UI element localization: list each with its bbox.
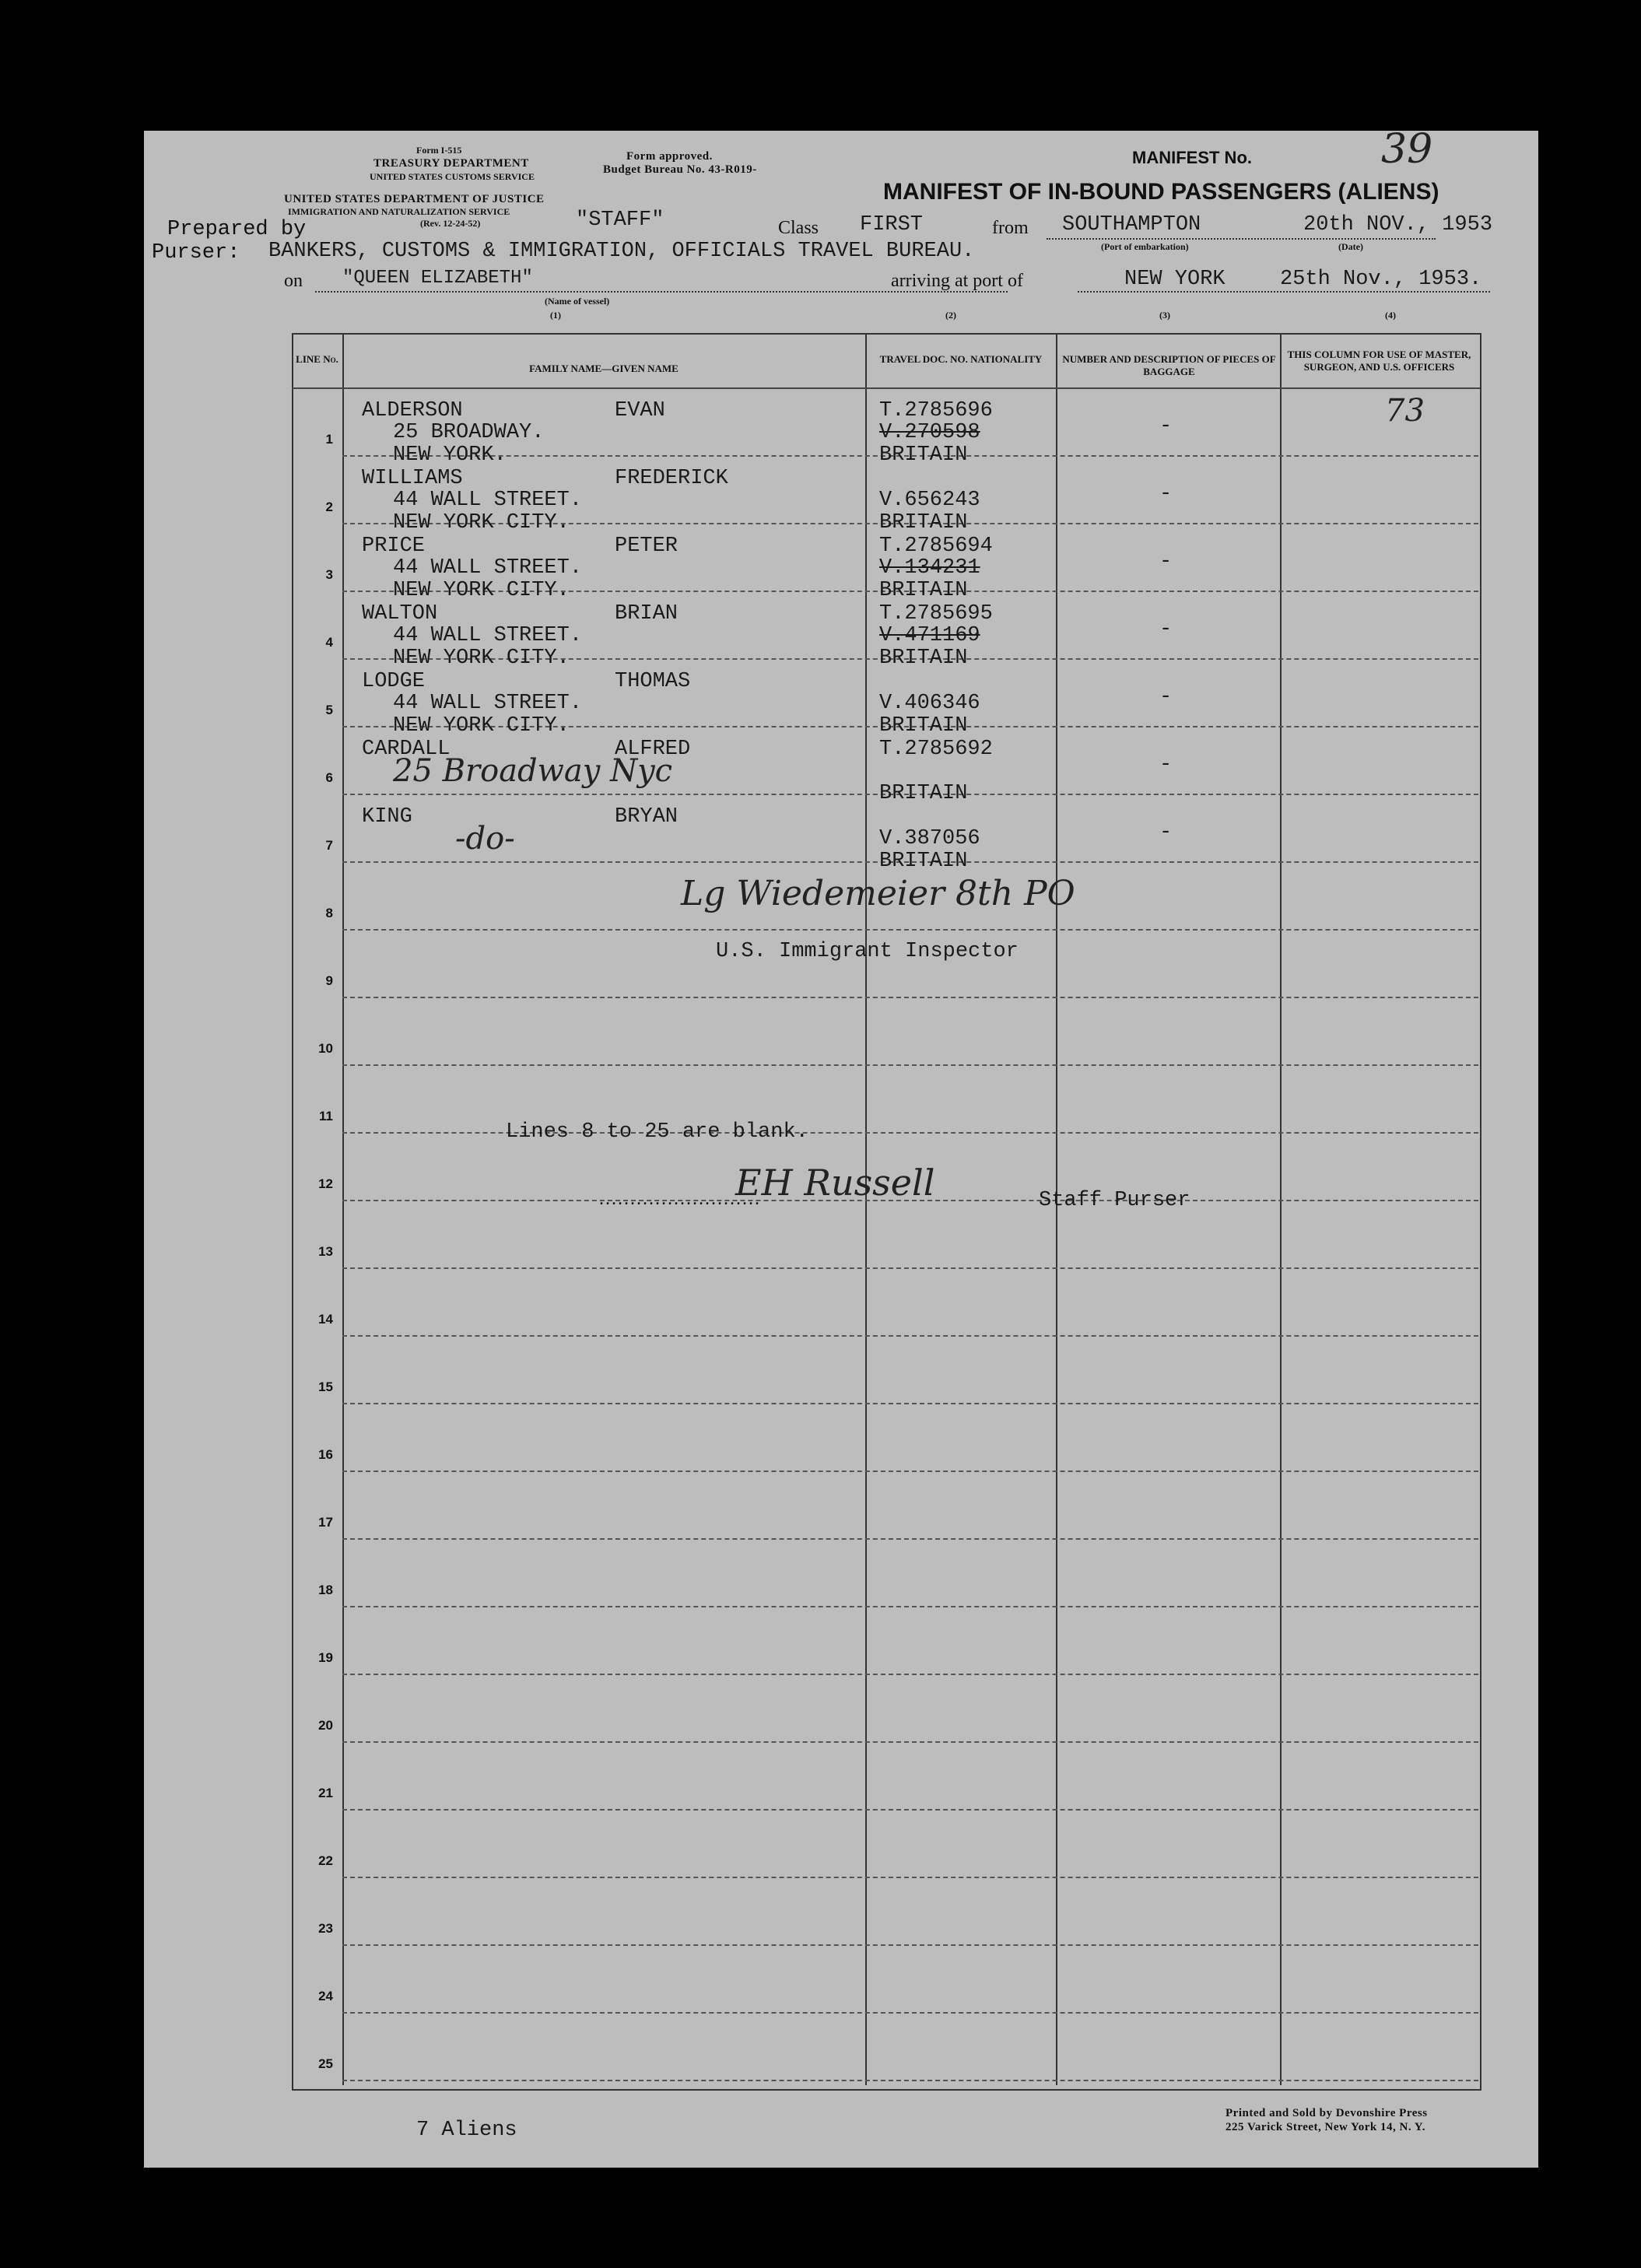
row-number: 9: [325, 973, 333, 988]
staff-purser-label: Staff Purser: [1039, 1189, 1190, 1212]
row-number: 25: [318, 2056, 333, 2071]
row-divider: [342, 1741, 1478, 1743]
punch-hole: [97, 333, 136, 372]
passenger-baggage: -: [1159, 685, 1173, 709]
row-divider: [342, 1606, 1478, 1607]
passenger-given-name: BRYAN: [615, 805, 678, 829]
date-label: (Date): [1338, 241, 1363, 252]
passenger-baggage: -: [1159, 821, 1173, 844]
passenger-address-1: 44 WALL STREET.: [393, 692, 583, 715]
punch-hole: [97, 1251, 136, 1290]
col-num-1: (1): [550, 310, 561, 321]
punch-hole: [97, 271, 136, 310]
vessel-caption: (Name of vessel): [545, 296, 610, 307]
passenger-address-1: 44 WALL STREET.: [393, 556, 583, 580]
passenger-nationality: BRITAIN: [879, 511, 968, 535]
col-name: FAMILY NAME—GIVEN NAME: [529, 363, 678, 374]
row-number: 21: [318, 1786, 333, 1800]
passenger-doc-2: V.387056: [879, 827, 980, 850]
passenger-baggage: -: [1159, 550, 1173, 573]
row-number: 18: [318, 1583, 333, 1597]
class-label: Class: [778, 218, 819, 238]
vessel-name: "QUEEN ELIZABETH": [342, 268, 533, 289]
passenger-address-1: -do-: [455, 821, 515, 857]
passenger-nationality: BRITAIN: [879, 579, 968, 602]
col-travel-doc: TRAVEL DOC. NO. NATIONALITY: [879, 353, 1043, 365]
row-divider: [342, 997, 1478, 998]
row-number: 22: [318, 1853, 333, 1868]
passenger-family-name: ALDERSON: [362, 399, 463, 422]
manifest-title: MANIFEST OF IN-BOUND PASSENGERS (ALIENS): [883, 179, 1439, 205]
inspector-signature: Lg Wiedemeier 8th PO: [681, 874, 1075, 913]
class-value: FIRST: [860, 213, 924, 237]
row-number: 7: [325, 838, 333, 853]
punch-hole: [97, 395, 136, 434]
purser-signature: EH Russell: [735, 1162, 935, 1204]
from-label: from: [992, 218, 1029, 238]
passenger-given-name: FREDERICK: [615, 467, 728, 490]
passenger-nationality: BRITAIN: [879, 782, 968, 805]
purser-label: Purser:: [152, 241, 240, 265]
row-divider: [342, 2080, 1478, 2081]
prepared-by-label: Prepared by: [167, 218, 307, 241]
punch-hole: [97, 2076, 136, 2115]
punch-hole: [97, 162, 136, 201]
row-number: 11: [319, 1109, 333, 1123]
arriving-port: NEW YORK: [1124, 268, 1225, 291]
row-divider: [342, 1064, 1478, 1066]
purser-sign-dots: ..........................: [599, 1189, 761, 1209]
passenger-family-name: WILLIAMS: [362, 467, 463, 490]
passenger-doc-2: V.656243: [879, 489, 980, 512]
treasury-dept: TREASURY DEPARTMENT: [373, 157, 529, 170]
passenger-doc-1: T.2785695: [879, 602, 993, 626]
passenger-address-1: 25 Broadway Nyc: [393, 753, 673, 789]
row-number: 15: [318, 1379, 333, 1394]
col-line-no: LINE No.: [296, 353, 338, 365]
port-embarkation-label: (Port of embarkation): [1101, 241, 1189, 252]
passenger-nationality: BRITAIN: [879, 714, 968, 738]
passenger-baggage: -: [1159, 753, 1173, 776]
purser-line: BANKERS, CUSTOMS & IMMIGRATION, OFFICIALS TRAVEL BUREAU.: [268, 240, 975, 263]
budget-bureau: Budget Bureau No. 43-R019-: [603, 163, 757, 176]
row-number: 23: [318, 1921, 333, 1936]
passenger-address-1: 25 BROADWAY.: [393, 421, 545, 444]
punch-hole: [97, 776, 136, 815]
passenger-family-name: WALTON: [362, 602, 438, 626]
passenger-baggage: -: [1159, 618, 1173, 641]
passenger-nationality: BRITAIN: [879, 443, 968, 467]
passenger-family-name: KING: [362, 805, 412, 829]
passenger-address-2: NEW YORK CITY.: [393, 579, 570, 602]
passenger-address-2: NEW YORK CITY.: [393, 511, 570, 535]
passenger-address-2: NEW YORK.: [393, 443, 507, 467]
row-divider: [342, 1471, 1478, 1472]
row-number: 1: [325, 432, 333, 447]
col-baggage: NUMBER AND DESCRIPTION OF PIECES OF BAGGAGE: [1062, 353, 1276, 377]
blank-lines-note: Lines 8 to 25 are blank.: [506, 1120, 808, 1144]
col-num-4: (4): [1385, 310, 1396, 321]
passenger-given-name: EVAN: [615, 399, 665, 422]
row-number: 14: [318, 1312, 333, 1327]
row-number: 10: [318, 1041, 333, 1056]
passenger-family-name: LODGE: [362, 670, 426, 693]
passenger-given-name: BRIAN: [615, 602, 678, 626]
row-divider: [342, 2012, 1478, 2014]
ins-label: IMMIGRATION AND NATURALIZATION SERVICE: [288, 206, 510, 217]
on-label: on: [284, 271, 303, 291]
inspector-label: U.S. Immigrant Inspector: [716, 940, 1019, 963]
passenger-doc-2: V.471169: [879, 624, 980, 647]
passenger-address-2: NEW YORK CITY.: [393, 714, 570, 738]
row-number: 8: [325, 906, 333, 920]
passenger-doc-1: T.2785692: [879, 738, 993, 761]
row-number: 5: [325, 703, 333, 717]
row-divider: [342, 1877, 1478, 1878]
row-divider: [342, 1944, 1478, 1946]
row-number: 2: [325, 500, 333, 514]
passenger-address-2: NEW YORK CITY.: [393, 647, 570, 670]
row-number: 20: [318, 1718, 333, 1733]
row-divider: [342, 1809, 1478, 1811]
row-divider: [342, 1674, 1478, 1675]
printer-name: Printed and Sold by Devonshire Press: [1225, 2107, 1428, 2119]
passenger-doc-1: T.2785696: [879, 399, 993, 422]
arriving-date: 25th Nov., 1953.: [1280, 268, 1482, 291]
row-number: 24: [318, 1989, 333, 2003]
passenger-baggage: -: [1159, 415, 1173, 438]
passenger-nationality: BRITAIN: [879, 850, 968, 873]
passenger-doc-2: V.270598: [879, 421, 980, 444]
punch-hole: [97, 1593, 136, 1632]
justice-dept: UNITED STATES DEPARTMENT OF JUSTICE: [284, 193, 545, 205]
col-officers: THIS COLUMN FOR USE OF MASTER, SURGEON, AND U.S. OFFICERS: [1287, 349, 1471, 373]
passenger-doc-2: V.134231: [879, 556, 980, 580]
prepared-by-value: "STAFF": [576, 209, 664, 232]
passenger-baggage: -: [1159, 482, 1173, 506]
from-date: 20th NOV., 1953: [1303, 213, 1493, 237]
col-num-3: (3): [1159, 310, 1170, 321]
passenger-given-name: THOMAS: [615, 670, 691, 693]
passenger-given-name: ALFRED: [615, 738, 691, 761]
passenger-address-1: 44 WALL STREET.: [393, 624, 583, 647]
arriving-label: arriving at port of: [891, 271, 1023, 291]
from-value: SOUTHAMPTON: [1062, 213, 1201, 237]
manifest-number: 39: [1381, 126, 1433, 173]
customs-service: UNITED STATES CUSTOMS SERVICE: [370, 171, 535, 182]
passenger-family-name: PRICE: [362, 535, 426, 558]
row-divider: [342, 1403, 1478, 1404]
punch-hole: [97, 644, 136, 683]
row-divider: [342, 1267, 1478, 1269]
revision-label: (Rev. 12-24-52): [420, 218, 481, 229]
row-number: 3: [325, 567, 333, 582]
col-num-2: (2): [945, 310, 956, 321]
form-approved: Form approved.: [626, 150, 713, 163]
aliens-count: 7 Aliens: [416, 2119, 517, 2142]
row-number: 6: [325, 770, 333, 785]
row-number: 19: [318, 1650, 333, 1665]
passenger-given-name: PETER: [615, 535, 678, 558]
passenger-address-1: 44 WALL STREET.: [393, 489, 583, 512]
row-number: 13: [318, 1244, 333, 1259]
passenger-doc-2: V.406346: [879, 692, 980, 715]
officer-note: 73: [1385, 393, 1425, 429]
manifest-no-label: MANIFEST No.: [1132, 148, 1252, 167]
row-divider: [342, 929, 1478, 931]
row-number: 17: [318, 1515, 333, 1530]
row-number: 12: [318, 1176, 333, 1191]
passenger-doc-1: T.2785694: [879, 535, 993, 558]
punch-hole: [97, 1111, 136, 1150]
passenger-family-name: CARDALL: [362, 738, 451, 761]
row-number: 4: [325, 635, 333, 650]
row-divider: [342, 1538, 1478, 1540]
manifest-page: [144, 126, 1538, 2168]
punch-hole: [97, 1741, 136, 1780]
row-divider: [342, 1335, 1478, 1337]
passenger-nationality: BRITAIN: [879, 647, 968, 670]
form-number: Form I-515: [416, 145, 462, 156]
row-number: 16: [318, 1447, 333, 1462]
printer-address: 225 Varick Street, New York 14, N. Y.: [1225, 2121, 1425, 2133]
